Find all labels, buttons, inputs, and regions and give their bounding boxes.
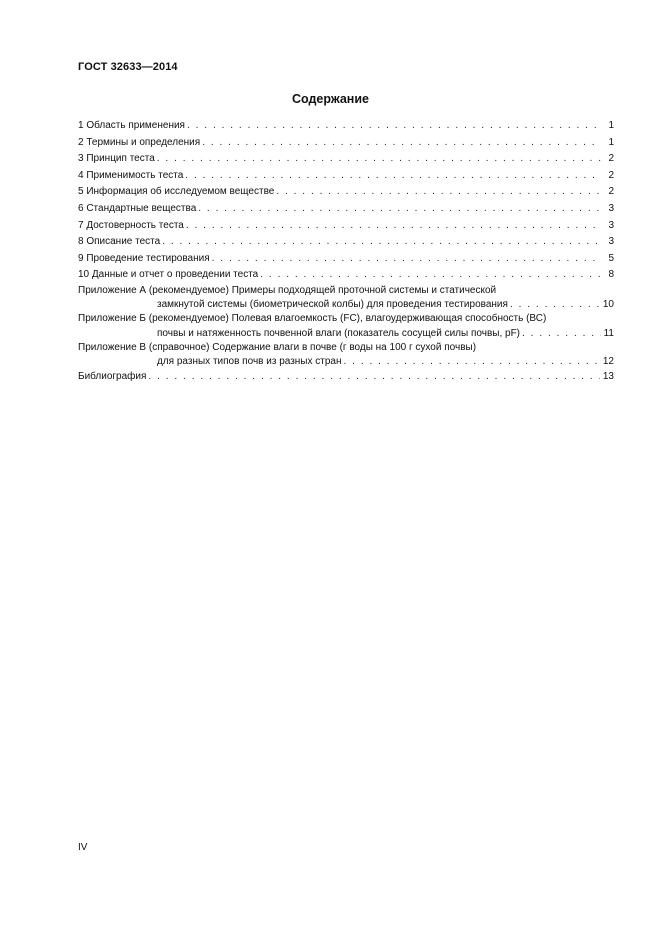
toc-entry-page: 3 [608, 202, 614, 214]
toc-entry-page: 2 [608, 186, 614, 198]
toc-bibliography[interactable] [78, 369, 614, 386]
toc-entry-5[interactable] [78, 184, 614, 201]
toc-entry-3[interactable] [78, 151, 614, 168]
toc-entry-page: 3 [608, 219, 614, 231]
toc-appendix-title: Приложение Б (рекомендуемое) Полевая влагоемкость (FC), влагоудерживающая способность (ВС) [78, 313, 547, 325]
toc-entry-page: 10 [602, 299, 614, 311]
dot-leader [186, 218, 601, 235]
toc-entry-10[interactable] [78, 267, 614, 284]
toc-entry-title: Библиография [78, 371, 147, 383]
dot-leader [187, 118, 601, 135]
toc-entry-page: 12 [602, 356, 614, 368]
toc-entry-7[interactable] [78, 218, 614, 235]
toc-entry-title: 3 Принцип теста [78, 153, 155, 165]
dot-leader [198, 201, 601, 218]
toc-entry-title: 4 Применимость теста [78, 169, 184, 181]
toc-title: Содержание [291, 92, 369, 106]
dot-leader [157, 151, 601, 168]
toc-entry-page: 1 [608, 136, 614, 148]
dot-leader [522, 326, 601, 341]
dot-leader [162, 234, 601, 251]
toc-appendix-a[interactable] [78, 284, 614, 313]
toc-appendix-title-continued: замкнутой системы (биометрической колбы) для проведения тестирования [157, 299, 508, 311]
dot-leader [148, 369, 599, 386]
toc-entry-page: 11 [603, 327, 614, 339]
toc-entry-9[interactable] [78, 251, 614, 268]
dot-leader [212, 251, 601, 268]
dot-leader [185, 168, 601, 185]
dot-leader [260, 267, 601, 284]
toc-entry-4[interactable] [78, 168, 614, 185]
table-of-contents [78, 118, 614, 386]
toc-entry-title: 2 Термины и определения [78, 136, 201, 148]
toc-entry-title: 8 Описание теста [78, 236, 161, 248]
toc-entry-title: 9 Проведение тестирования [78, 252, 210, 264]
toc-entry-title: 5 Информация об исследуемом веществе [78, 186, 275, 198]
toc-entry-title: 7 Достоверность теста [78, 219, 184, 231]
toc-entry-6[interactable] [78, 201, 614, 218]
toc-entry-page: 13 [602, 371, 614, 383]
toc-entry-title: 1 Область применения [78, 120, 185, 131]
page-number: IV [78, 842, 88, 853]
toc-appendix-title-continued: для разных типов почв из разных стран [157, 356, 342, 368]
toc-entry-1[interactable] [78, 118, 614, 135]
toc-entry-page: 3 [608, 236, 614, 248]
toc-entry-page: 5 [608, 252, 614, 264]
toc-entry-title: 10 Данные и отчет о проведении теста [78, 269, 259, 281]
toc-entry-page: 2 [608, 169, 614, 181]
toc-entry-page: 2 [608, 153, 614, 165]
toc-appendix-c[interactable] [78, 341, 614, 370]
toc-appendix-title: Приложение А (рекомендуемое) Примеры подходящей проточной системы и статической [78, 284, 497, 296]
dot-leader [510, 297, 600, 312]
dot-leader [202, 135, 601, 152]
toc-entry-page: 8 [608, 269, 614, 281]
toc-appendix-title-continued: почвы и натяженность почвенной влаги (показатель сосущей силы почвы, pF) [157, 327, 521, 339]
document-code: ГОСТ 32633—2014 [78, 61, 178, 73]
toc-appendix-b[interactable] [78, 312, 614, 341]
toc-appendix-title: Приложение В (справочное) Содержание влаги в почве (г воды на 100 г сухой почвы) [78, 341, 477, 353]
dot-leader [344, 354, 600, 369]
toc-entry-page: 1 [608, 120, 614, 131]
toc-entry-title: 6 Стандартные вещества [78, 202, 197, 214]
toc-entry-8[interactable] [78, 234, 614, 251]
toc-entry-2[interactable] [78, 135, 614, 152]
dot-leader [276, 184, 601, 201]
